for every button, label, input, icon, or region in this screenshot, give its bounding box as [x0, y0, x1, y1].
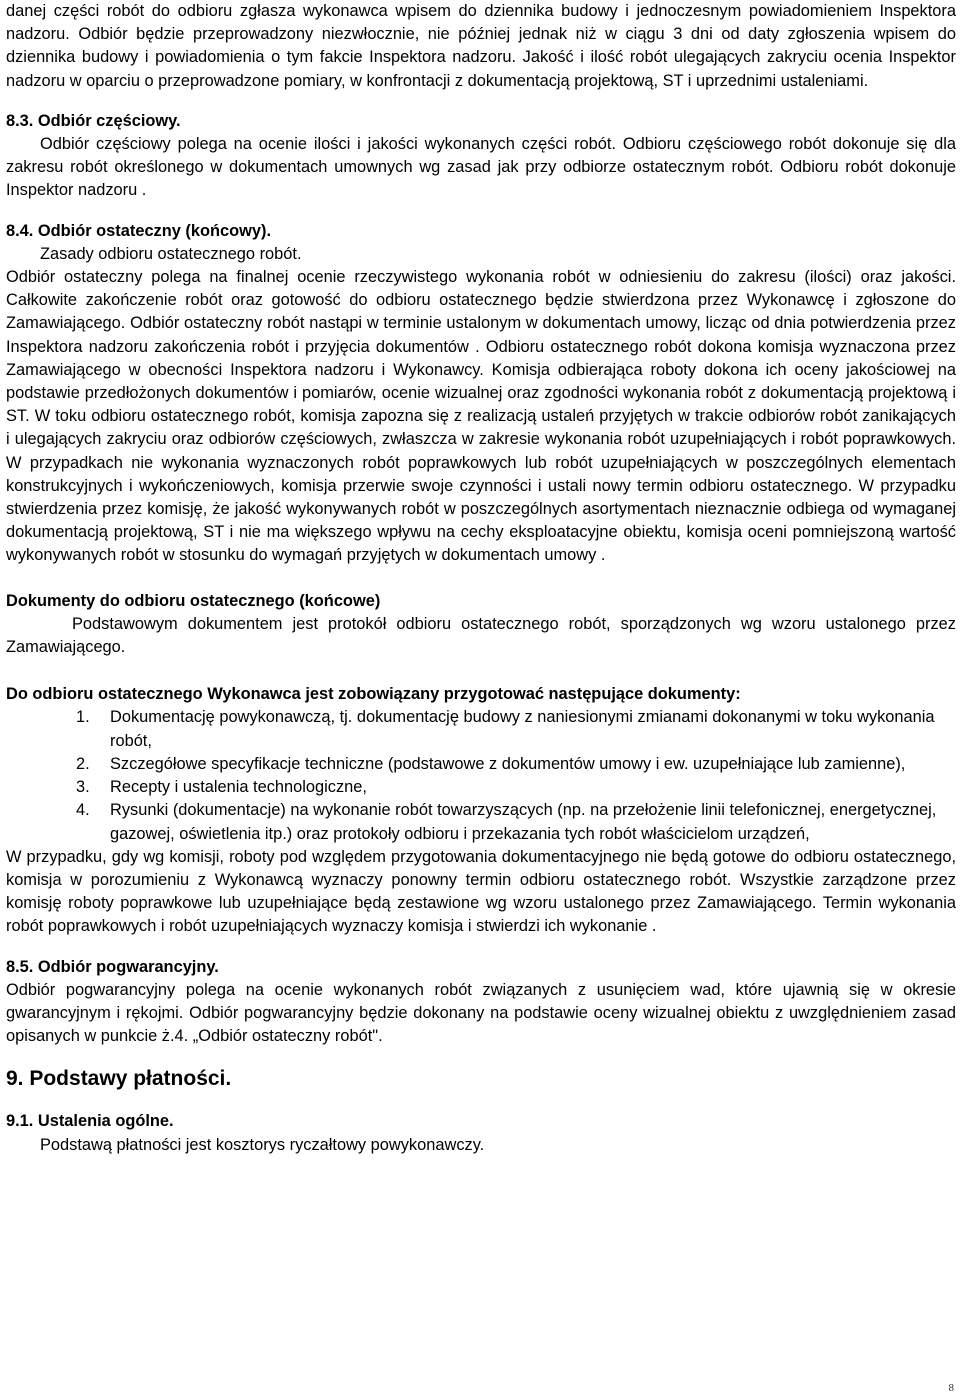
spacer — [6, 1093, 956, 1110]
section-8-4-paragraph: Odbiór ostateczny polega na finalnej ocenie rzeczywistego wykonania robót w odniesieniu do zakresu (ilości) oraz jakości. Całkowite zakończenie robót oraz gotowość do odbioru ostatecznego będzie stwierdzona przez Wykonawcę i zgłoszone do Zamawiającego. Odbiór ostateczny robót nastąpi w terminie ustalonym w dokumentach umowy, licząc od dnia potwierdzenia przez Inspektora nadzoru zakończenia robót i przyjęcia dokumentów . Odbioru ostatecznego robót dokona komisja wyznaczona przez Zamawiającego w obecności Inspektora nadzoru i Wykonawcy. Komisja odbierająca roboty dokona ich oceny jakościowej na podstawie przedłożonych dokumentów i pomiarów, ocenie wizualnej oraz zgodności wykonania robót z dokumentacją projektową i ST. W toku odbioru ostatecznego robót, komisja zapozna się z realizacją ustaleń przyjętych w trakcie odbiorów robót zanikających i ulegających zakryciu oraz odbiorów częściowych, zwłaszcza w zakresie wykonania robót uzupełniających i robót poprawkowych. W przypadkach nie wykonania wyznaczonych robót poprawkowych lub robót uzupełniających w poszczególnych elementach konstrukcyjnych i wykończeniowych, komisja przerwie swoje czynności i ustali nowy termin odbioru ostatecznego. W przypadku stwierdzenia przez komisję, że jakość wykonywanych robót w poszczególnych asortymentach nieznacznie odbiega od wymaganej dokumentacją projektową, ST i nie ma większego wpływu na cechy eksploatacyjne obiektu, komisja oceni pomniejszoną wartość wykonywanych robót w stosunku do wymagań przyjętych w dokumentach umowy . — [6, 268, 956, 565]
list-item — [6, 799, 956, 845]
document-page — [6, 0, 956, 1157]
section-8-3-rest: Odbioru częściowego robót dokonuje się dla zakresu robót określonego w dokumentach umownych wg zasad jak przy odbiorze ostatecznym robót. Odbioru robót dokonuje Inspektor nadzoru . — [6, 135, 956, 200]
list-item-text: Szczegółowe specyfikacje techniczne (podstawowe z dokumentów umowy i ew. uzupełniające lub zamienne), — [110, 754, 906, 773]
final-documents-paragraph: Podstawowym dokumentem jest protokół odbioru ostatecznego robót, sporządzonych wg wzoru ustalonego przez Zamawiającego. — [6, 614, 956, 657]
section-8-4-subheading: Zasady odbioru ostatecznego robót. — [40, 244, 302, 263]
section-8-5-paragraph: Odbiór pogwarancyjny polega na ocenie wykonanych robót związanych z usunięciem wad, które ujawnią się w okresie gwarancyjnym i rękojmi. Odbiór pogwarancyjny będzie dokonany na podstawie oceny wizualnej obiektu z uwzględnieniem zasad opisanych w punkcie ż.4. „Odbiór ostateczny robót". — [6, 980, 956, 1046]
section-8-4-heading: 8.4. Odbiór ostateczny (końcowy). — [6, 221, 272, 240]
section-8-3-lead: Odbiór częściowy polega na ocenie ilości i jakości wykonanych części robót. — [40, 135, 616, 154]
page-number: 8 — [948, 1382, 954, 1394]
spacer — [6, 659, 956, 683]
list-item-number: 3. — [76, 778, 90, 797]
list-item-number: 1. — [76, 708, 90, 727]
spacer — [6, 1048, 956, 1065]
intro-paragraph: danej części robót do odbioru zgłasza wykonawca wpisem do dziennika budowy i jednoczesnym powiadomieniem Inspektora nadzoru. Odbiór będzie przeprowadzony niezwłocznie, nie później jednak niż w ciągu 3 dni od daty zgłoszenia wpisem do dziennika budowy i powiadomienia o tym fakcie Inspektora nadzoru. Jakość i ilość robót ulegających zakryciu ocenia Inspektor nadzoru w oparciu o przeprowadzone pomiary, w konfrontacji z dokumentacją projektową, ST i uprzednimi ustaleniami. — [6, 2, 956, 90]
spacer — [6, 203, 956, 220]
spacer — [6, 568, 956, 590]
list-item-text: Dokumentację powykonawczą, tj. dokumentację budowy z naniesionymi zmianami dokonanymi w toku wykonania robót, — [110, 708, 935, 750]
section-8-5-heading: 8.5. Odbiór pogwarancyjny. — [6, 957, 219, 976]
required-documents-list — [6, 706, 956, 845]
list-item-number: 2. — [76, 754, 90, 773]
list-item-number: 4. — [76, 801, 90, 820]
commission-paragraph: W przypadku, gdy wg komisji, roboty pod względem przygotowania dokumentacyjnego nie będą gotowe do odbioru ostatecznego, komisja w porozumieniu z Wykonawcą wyznaczy ponowny termin odbioru ostatecznego robót. Wszystkie zarządzone przez komisję roboty poprawkowe lub uzupełniające będą zestawione wg wzoru ustalonego przez Zamawiającego. Termin wykonania robót poprawkowych i robót uzupełniających wyznaczy komisja i stwierdzi ich wykonanie . — [6, 847, 956, 936]
final-documents-heading: Dokumenty do odbioru ostatecznego (końcowe) — [6, 591, 381, 610]
list-item-text: Rysunki (dokumentacje) na wykonanie robót towarzyszących (np. na przełożenie linii telefonicznej, energetycznej, gazowej, oświetlenia itp.) oraz protokoły odbioru i przekazania tych robót właścicielom urządzeń, — [110, 801, 937, 843]
spacer — [6, 939, 956, 956]
section-8-3-paragraph — [6, 133, 956, 203]
list-item — [6, 706, 956, 752]
list-item-text: Recepty i ustalenia technologiczne, — [110, 778, 367, 797]
section-9-1-heading: 9.1. Ustalenia ogólne. — [6, 1112, 174, 1131]
section-8-3-heading: 8.3. Odbiór częściowy. — [6, 111, 181, 130]
section-9-1-paragraph: Podstawą płatności jest kosztorys ryczałtowy powykonawczy. — [40, 1135, 485, 1154]
section-9-heading: 9. Podstawy płatności. — [6, 1067, 232, 1091]
list-item — [6, 753, 956, 776]
contractor-obligation-heading: Do odbioru ostatecznego Wykonawca jest zobowiązany przygotować następujące dokumenty: — [6, 685, 741, 704]
spacer — [6, 93, 956, 110]
list-item — [6, 776, 956, 799]
